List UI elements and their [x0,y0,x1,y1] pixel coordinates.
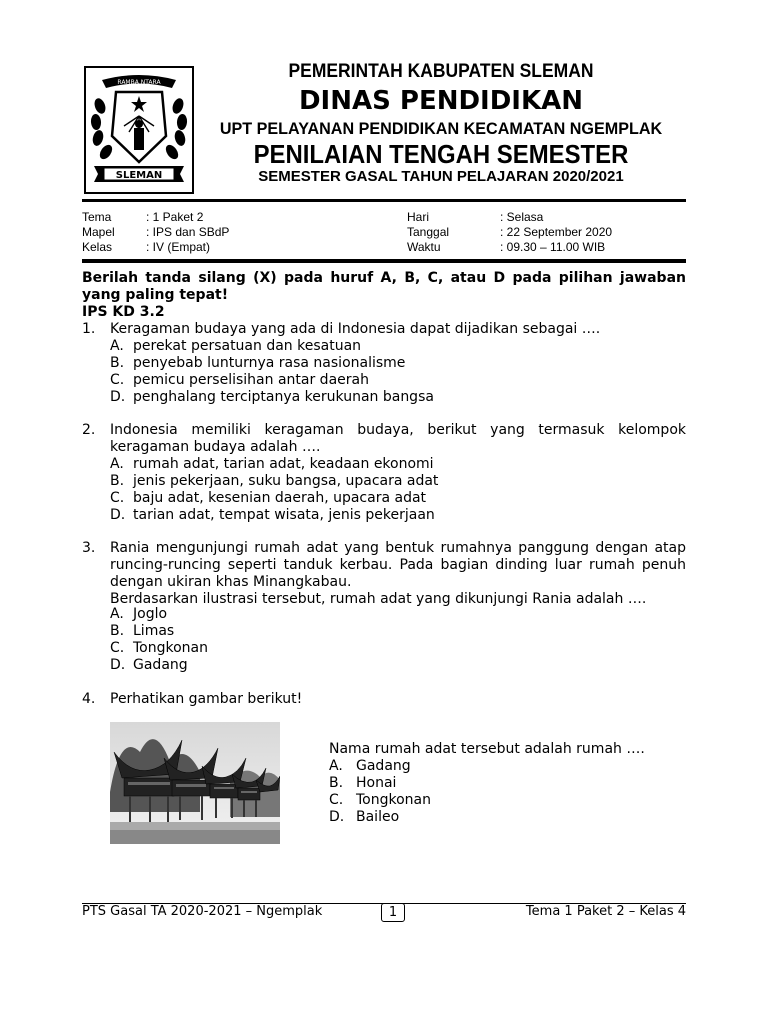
info-label-waktu: Waktu [407,240,441,254]
section-label: IPS KD 3.2 [82,304,165,320]
question-text: Keragaman budaya yang ada di Indonesia dapat dijadikan sebagai …. [110,321,601,337]
answer-option[interactable]: A. Joglo [110,606,168,622]
answer-option[interactable]: D. penghalang terciptanya kerukunan bangsa [110,389,434,405]
instruction-text: Berilah tanda silang (X) pada huruf A, B, C, atau D pada pilihan jawaban yang paling tepat! [82,270,686,303]
question-text: Indonesia memiliki keragaman budaya, berikut yang termasuk kelompok keragaman budaya adalah …. [110,422,686,455]
header-exam-title: PENILAIAN TENGAH SEMESTER [253,139,629,169]
answer-option[interactable]: D. Gadang [110,657,188,673]
info-label-tanggal: Tanggal [407,225,450,239]
info-right-labels [407,210,449,255]
answer-option[interactable]: B. Limas [110,623,175,639]
header-semester: SEMESTER GASAL TAHUN PELAJARAN 2020/2021 [258,168,624,185]
answer-option[interactable]: C. Tongkonan [329,792,431,808]
svg-text:RAMBA NTARA: RAMBA NTARA [117,79,161,86]
question-prompt: Berdasarkan ilustrasi tersebut, rumah adat yang dikunjungi Rania adalah …. [110,591,647,607]
info-value-waktu: : 09.30 – 11.00 WIB [500,240,606,254]
info-right-values [500,210,612,255]
footer-left-text: PTS Gasal TA 2020-2021 – Ngemplak [82,904,323,919]
info-left-labels [82,210,115,255]
info-value-tanggal: : 22 September 2020 [500,225,613,239]
answer-option[interactable]: A. Gadang [329,758,411,774]
header-rule-bottom [82,259,686,263]
info-value-hari: : Selasa [500,210,544,224]
answer-option[interactable]: C. baju adat, kesenian daerah, upacara adat [110,490,427,506]
question-prompt: Nama rumah adat tersebut adalah rumah …. [329,741,645,757]
answer-option[interactable]: B. Honai [329,775,397,791]
answer-option[interactable]: B. penyebab lunturnya rasa nasionalisme [110,355,406,371]
answer-option[interactable]: D. tarian adat, tempat wisata, jenis pekerjaan [110,507,435,523]
page-number: 1 [381,903,405,922]
info-value-mapel: : IPS dan SBdP [146,225,230,239]
question-text: Rania mengunjungi rumah adat yang bentuk rumahnya panggung dengan atap runcing-runcing seperti tanduk kerbau. Pada bagian dinding luar rumah penuh dengan ukiran khas Minangkabau. [110,540,686,590]
question-number: 4. [82,691,96,707]
info-label-hari: Hari [407,210,430,224]
answer-option[interactable]: A. rumah adat, tarian adat, keadaan ekonomi [110,456,434,472]
footer-right-text: Tema 1 Paket 2 – Kelas 4 [525,904,686,919]
answer-option[interactable]: D. Baileo [329,809,400,825]
header-department: DINAS PENDIDIKAN [298,86,584,116]
info-label-mapel: Mapel [82,225,115,239]
tongkonan-photo [110,722,280,844]
svg-text:SLEMAN: SLEMAN [115,170,163,181]
question-number: 3. [82,540,96,556]
question-number: 1. [82,321,96,337]
info-value-kelas: : IV (Empat) [146,240,211,254]
info-label-tema: Tema [82,210,112,224]
sleman-logo [84,66,194,194]
header-government: PEMERINTAH KABUPATEN SLEMAN [288,61,594,82]
question-text: Perhatikan gambar berikut! [110,691,303,707]
info-label-kelas: Kelas [82,240,113,254]
info-left-values [146,210,229,255]
answer-option[interactable]: A. perekat persatuan dan kesatuan [110,338,362,354]
header-rule-top [82,199,686,202]
header-upt: UPT PELAYANAN PENDIDIKAN KECAMATAN NGEMPLAK [219,119,663,138]
question-number: 2. [82,422,96,438]
answer-option[interactable]: C. Tongkonan [110,640,208,656]
info-value-tema: : 1 Paket 2 [146,210,204,224]
answer-option[interactable]: C. pemicu perselisihan antar daerah [110,372,369,388]
answer-option[interactable]: B. jenis pekerjaan, suku bangsa, upacara adat [110,473,439,489]
